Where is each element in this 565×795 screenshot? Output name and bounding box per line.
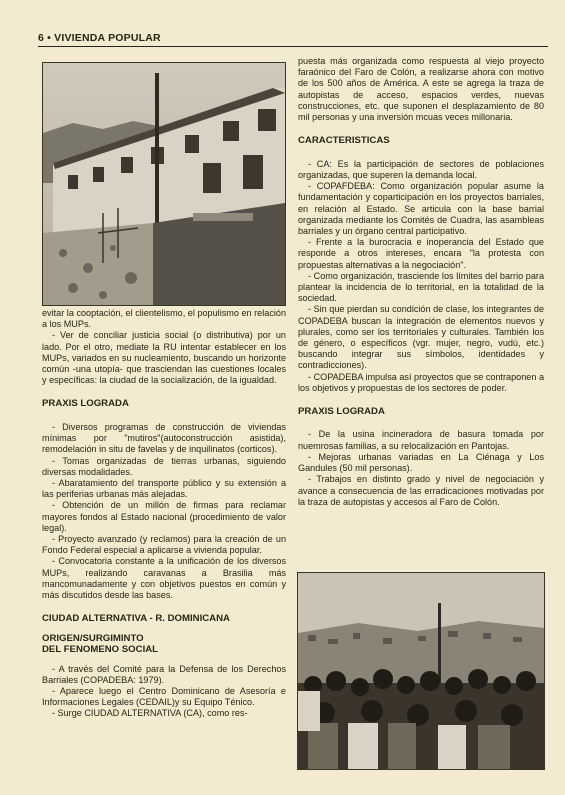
- page-header: [38, 32, 548, 47]
- list-item: - Como organización, trasciende los límites del barrio para plantear la incidencia de lo territorial, en la totalidad de la sociedad.: [298, 270, 544, 304]
- list-item: - COPAFDEBA: Como organización popular asume la fundamentación y coparticipación en los proyectos barriales, en relación al Estado. Se articula con la base barrial organizada mediante los Comités de Cuadra, las asambleas barriales y un órgano central participativo.: [298, 181, 544, 236]
- list-item: - Tomas organizadas de tierras urbanas, siguiendo diversas modalidades.: [42, 455, 286, 477]
- section-title-praxis-lograda-right: PRAXIS LOGRADA: [298, 405, 385, 417]
- list-item: - CA: Es la participación de sectores de poblaciones organizadas, que superen la demanda local.: [298, 158, 544, 180]
- left-column: [42, 308, 286, 720]
- left-paragraph-1: evitar la cooptación, el clientelismo, el populismo en relación a los MUPs.: [42, 308, 286, 330]
- list-item: - Surge CIUDAD ALTERNATIVA (CA), como res-: [52, 708, 248, 719]
- list-item: - De la usina incineradora de basura tomada por nuemrosas familias, a su relocalización en Pantojas.: [298, 429, 544, 451]
- list-item: - Obtención de un millón de firmas para reclamar mayores fondos al Estado nacional (procedimiento de valor legal).: [42, 500, 286, 533]
- crowd-photo: [297, 572, 545, 770]
- section-title-ciudad-alternativa: CIUDAD ALTERNATIVA - R. DOMINICANA: [42, 613, 230, 625]
- section-title-praxis-lograda-left: PRAXIS LOGRADA: [42, 398, 129, 410]
- page-label: 6 • VIVIENDA POPULAR: [38, 32, 161, 44]
- section-title-origen-line2: DEL FENOMENO SOCIAL: [42, 644, 159, 656]
- right-column: [298, 56, 544, 508]
- list-item: - Abaratamiento del transporte público y su extensión a las periferias urbanas más alejadas.: [42, 477, 286, 500]
- list-item: - COPADEBA impulsa así proyectos que se contraponen a los objetivos y propuestas de los sectores de poder.: [298, 371, 544, 393]
- list-item: - Mejoras urbanas variadas en La Ciénaga y Los Gandules (50 mil personas).: [298, 451, 544, 474]
- list-item: - Proyecto avanzado (y reclamos) para la creación de un Fondo Federal especial a aplicarse a vivienda popular.: [42, 533, 286, 556]
- list-item: - A través del Comité para la Defensa de los Derechos Barriales (COPADEBA: 1979).: [42, 663, 286, 685]
- left-paragraph-2: - Ver de conciliar justicia social (o distributiva) por un lado. Por el otro, mediate la RU intentar establecer en los MUPs, variados en su nucleamiento, buscando un horizonte común -una utopía- que trasciendan las cuestiones locales y específicas: la ciudad de la socialización, de la igualdad.: [42, 330, 286, 386]
- list-item: - Trabajos en distinto grado y nivel de negociación y avance a consecuencia de las erradicaciones motivadas por la traza de autopistas y accesos al Faro de Colón.: [298, 474, 544, 507]
- list-item: - Aparece luego el Centro Dominicano de Asesoría e Informaciones Legales (CEDAIL)y su Equipo Ténico.: [42, 686, 286, 708]
- section-title-origen-line1: ORIGEN/SURGIMINTO: [42, 632, 144, 644]
- houses-photo: [42, 62, 286, 306]
- list-item: - Frente a la burocracia e inoperancia del Estado que responde a otros intereses, encara "la protesta con propuestas alternativas a la negociación".: [298, 237, 544, 270]
- list-item: - Convocatoria constante a la unificación de los diversos MUPs, realizando caravanas a Brasilia más mancomunadamente y con objetivos puestos en común y más discutidos desde las bases.: [42, 556, 286, 600]
- list-item: - Diversos programas de construcción de viviendas mínimas por "mutiros"(autoconstrucción asistida), remodelación in situ de favelas y de inquilinatos (corticos).: [42, 421, 286, 455]
- list-item: - Sin que pierdan su condición de clase, los integrantes de COPADEBA buscan la integración de elementos nuevos y plurales, como ser los territoriales y culturales. También los de género, o específicos (vgr. mujer, negro, vudú, etc.) buscando integrar sus símbolos, identidades y contradicciones).: [298, 304, 544, 371]
- right-intro-paragraph: puesta más organizada como respuesta al viejo proyecto faraónico del Faro de Colón, a realizarse ahora con motivo de los 500 años de América. A este se agrega la traza de autopistas de acceso, espacios verdes, nuevas construcciones, etc. que suponen el desplazamiento de 80 mil personas y una inversión mcuas veces millonaria.: [298, 56, 544, 123]
- section-title-caracteristicas: CARACTERISTICAS: [298, 135, 390, 147]
